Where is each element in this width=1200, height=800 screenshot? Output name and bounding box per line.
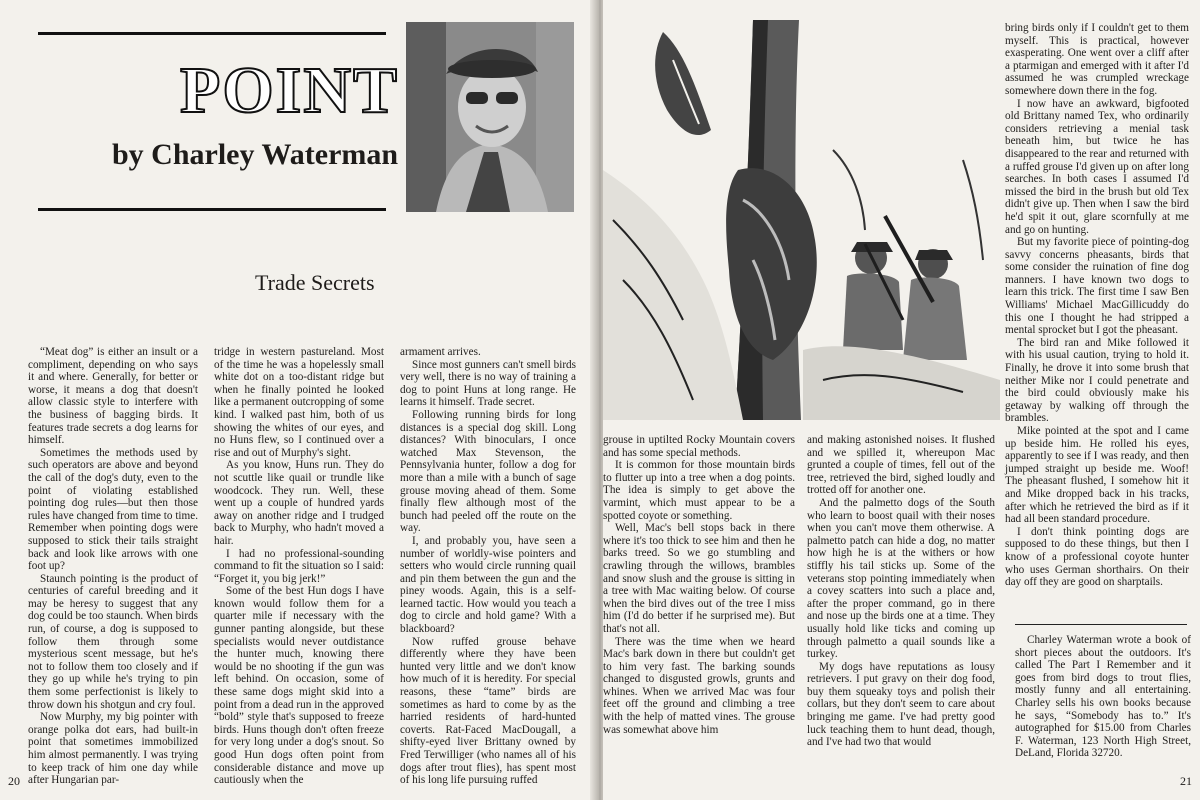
paragraph: Now Murphy, my big pointer with orange polka dot ears, had built-in point that sometimes immobilized him almost permanently. I was trying to keep track of him one day while after Hungarian par- (28, 711, 198, 787)
page-number-right: 21 (1180, 774, 1192, 788)
page-number-left: 20 (8, 774, 20, 788)
column-1 (28, 346, 198, 787)
paragraph: Sometimes the methods used by such operators are above and beyond the call of the dog's duty, even to the point of violating established pointing dog rules—but then those rules have changed from time to time. Remember when pointing dogs were supposed to stick their tails straight back and look like arrows with one foot up? (28, 446, 198, 573)
paragraph: It is common for those mountain birds to flutter up into a tree when a dog points. The idea is simply to get above the varmint, which must appear to be a spotted coyote or something. (603, 459, 795, 522)
paragraph: And the palmetto dogs of the South who learn to boost quail with their noses when you can't move them otherwise. A palmetto patch can hide a dog, no matter how high he is at the withers or how stiffly his tail sticks up. Some of the veterans stop pointing immediately when a covey scatters into such a place and, after the proper command, go in there and nose up the birds one at a time. They usually hold like ticks and coming up through palmetto a quail sounds like a turkey. (807, 496, 995, 661)
paragraph: Charley Waterman wrote a book of short pieces about the outdoors. It's called The Part I Remember and it goes from bird dogs to trout flies, mostly funny and all entertaining. Charley sells his own books because he says, “Somebody has to.” It's autographed for $15.00 from Charles F. Waterman, 123 North High Street, DeLand, Florida 32720. (1015, 634, 1191, 760)
paragraph: I don't think pointing dogs are supposed to do these things, but then I know of a professional coyote hunter who uses German shorthairs. On their day off they are good on sharptails. (1005, 525, 1189, 589)
column-2 (214, 346, 384, 787)
paragraph: bring birds only if I couldn't get to them myself. This is practical, however exasperating. One went over a cliff after a ptarmigan and emerged with it after I'd assumed he was crumpled wreckage somewhere down there in the fog. (1005, 22, 1189, 97)
paragraph: Now ruffed grouse behave differently where they have been hunted very little and we don't know how much of it is heredity. For special reasons, these “tame” birds are sometimes as hard to come by as the harried residents of hard-hunted coverts. Rat-Faced MacDougall, a shifty-eyed liver Brittany owned by Fred Terwilliger (who names all of his dogs after trout flies), has spent most of his long life pursuing ruffed (400, 635, 576, 787)
article-title: POINT (180, 54, 400, 127)
author-photo (406, 22, 574, 212)
paragraph: Since most gunners can't smell birds very well, there is no way of training a dog to point Huns at long range. He learns it himself. Trade secret. (400, 358, 576, 409)
paragraph: tridge in western pastureland. Most of the time he was a hopelessly small white dot on a too-distant ridge but when he finally pointed he looked like a permanent outcropping of some kind. I walked past him, both of us showing the whites of our eyes, and no Huns flew, so I continued over a rise and out of Murphy's sight. (214, 346, 384, 459)
right-page (603, 0, 1200, 800)
column-6 (1005, 22, 1189, 589)
paragraph: I had no professional-sounding command to fit the situation so I said: “Forget it, you big jerk!” (214, 547, 384, 585)
column-5 (807, 434, 995, 749)
paragraph: The bird ran and Mike followed it with his usual caution, trying to hold it. Finally, he drove it into some brush that neither Mike nor I could penetrate and the bird could obviously make his getaway by walking off through the brambles. (1005, 336, 1189, 425)
paragraph: I now have an awkward, bigfooted old Brittany named Tex, who ordinarily considers retrieving a menial task beneath him, but twice he has disappeared to the rear and returned with a ruffed grouse I'd given up on after long searches. In both cases I assumed I'd missed the bird in the brush but old Tex didn't give up. Then when I saw the bird he'd spit it out, glare scornfully at me and go on hunting. (1005, 97, 1189, 236)
paragraph: Some of the best Hun dogs I have known would follow them for a quarter mile if necessary with the gunner panting alongside, but these specialists would never outdistance the hunter much, knowing there would be no shooting if the gun was left behind. On occasion, some of these same dogs might skid into a point from a dead run in the approved “bold” style that's supposed to freeze birds. Huns though don't often freeze for very long under a dog's snout. So good Hun dogs often point from considerable distance and move up cautiously when the (214, 585, 384, 787)
column-4 (603, 434, 795, 736)
paragraph: But my favorite piece of pointing-dog savvy concerns pheasants, birds that some consider the ruination of fine dog manners. I have known two dogs to learn this trick. The first time I saw Ben Williams' Michael MacGillicuddy do this one I thought he had stripped a mental sprocket but I got the pheasant. (1005, 236, 1189, 337)
top-rule (38, 32, 386, 35)
byline: by Charley Waterman (112, 138, 399, 171)
left-page (0, 0, 597, 800)
paragraph: “Meat dog” is either an insult or a compliment, depending on who says it and where. Generally, for better or worse, it means a dog that doesn't allow classic style to interfere with the business of bagging birds. It features trade secrets a dog learns for himself. (28, 346, 198, 447)
paragraph: As you know, Huns run. They do not scuttle like quail or trundle like woodcock. They run. Well, these went up a couple of hundred yards away on another ridge and I trudged back to Murphy, who hadn't moved a hair. (214, 459, 384, 547)
paragraph: I, and probably you, have seen a number of worldly-wise pointers and setters who would circle running quail and pin them between the gun and the piney woods. Again, this is a self-learned tactic. How would you teach a dog to circle and hold game? With a blackboard? (400, 534, 576, 636)
paragraph: and making astonished noises. It flushed and we spilled it, whereupon Mac grunted a couple of times, fell out of the tree, retrieved the bird, sighed loudly and trotted off for another one. (807, 434, 995, 497)
article-subtitle: Trade Secrets (255, 270, 375, 295)
paragraph: armament arrives. (400, 346, 481, 358)
paragraph: There was the time when we heard Mac's bark down in there but couldn't get to him very fast. The barking sounds changed to disgusted growls, grunts and whines. When we arrived Mac was four feet off the ground and climbing a tree with the help of matted vines. The grouse was somewhat above him (603, 635, 795, 736)
paragraph: Mike pointed at the spot and I came up beside him. He rolled his eyes, apparently to see if I was ready, and then jumped straight up beside me. Woof! The pheasant flushed, I somehow hit it and Mike dropped back in his tracks, after which he retrieved the bird as if it had all been standard procedure. (1005, 425, 1189, 526)
bottom-rule (38, 208, 386, 211)
paragraph: My dogs have reputations as lousy retrievers. I put gravy on their dog food, buy them squeaky toys and polish their collars, but they don't seem to care about bringing me game. I've had pretty good luck teaching them to hunt dead, though, and I've had two that would (807, 660, 995, 749)
bio-divider (1015, 624, 1187, 625)
paragraph: Following running birds for long distances is a special dog skill. Long distances? With binoculars, I once watched Max Stevenson, the Pennsylvania hunter, follow a dog for more than a mile with a bunch of sage grouse moving ahead of them. Some finally flew although most of the bunch had peeled off the route on the way. (400, 408, 576, 535)
paragraph: Staunch pointing is the product of centuries of careful breeding and it may be heresy to suggest that any dog could be too staunch. When birds run, of course, a dog is supposed to follow them through some mysterious scent message, but he's not to follow them too closely and if they go up while he's trying to pin them some perfectionist is likely to throw down his shotgun and cry foul. (28, 572, 198, 711)
author-bio (1015, 634, 1191, 760)
column-3 (400, 346, 576, 787)
hunting-illustration (603, 20, 1000, 420)
paragraph: Well, Mac's bell stops back in there where it's too thick to see him and then he barks treed. So we go stumbling and crawling through the willows, brambles and snow slush and the grouse is sitting in a tree with Mac waiting below. Of course when the bird dives out of the tree I miss him (I'd do better if he surprised me). But that's not all. (603, 522, 795, 635)
paragraph: grouse in uptilted Rocky Mountain covers and has some special methods. (603, 434, 795, 459)
